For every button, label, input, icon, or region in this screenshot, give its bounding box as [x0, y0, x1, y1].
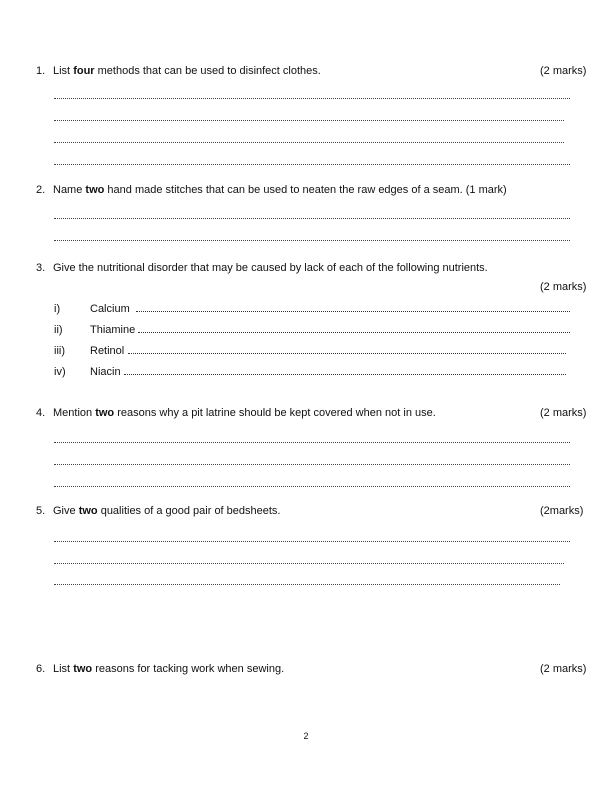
question-text: Give the nutritional disorder that may be caused by lack of each of the following nutrients. — [53, 262, 488, 274]
answer-line[interactable] — [54, 158, 570, 168]
question-text: List two reasons for tacking work when sewing. — [53, 663, 285, 675]
question-2 — [36, 183, 596, 197]
question-number: 3. — [36, 262, 46, 274]
sub-item-retinol: iii) Retinol — [54, 344, 574, 358]
answer-line[interactable] — [54, 212, 570, 222]
question-5 — [36, 504, 584, 518]
question-text: Mention two reasons why a pit latrine should be kept covered when not in use. — [53, 407, 436, 419]
answer-line[interactable] — [54, 136, 564, 146]
question-number: 4. — [36, 407, 46, 419]
answer-line[interactable] — [54, 436, 570, 446]
sub-item-niacin: iv) Niacin — [54, 365, 574, 379]
answer-line[interactable] — [54, 458, 570, 468]
answer-line[interactable] — [54, 578, 560, 588]
answer-line[interactable] — [54, 234, 570, 244]
marks-label: (2marks) — [540, 505, 584, 517]
answer-line[interactable] — [54, 480, 570, 490]
marks-label: (2 marks) — [540, 663, 587, 675]
answer-line[interactable] — [138, 332, 570, 333]
marks-label: (2 marks) — [540, 407, 587, 419]
question-text: List four methods that can be used to disinfect clothes. — [53, 65, 321, 77]
question-6 — [36, 662, 587, 676]
question-text: Name two hand made stitches that can be used to neaten the raw edges of a seam. (1 mark) — [53, 184, 507, 196]
marks-label: (1 mark) — [465, 184, 507, 196]
answer-line[interactable] — [54, 557, 564, 567]
answer-line[interactable] — [124, 374, 566, 375]
question-3 — [36, 261, 596, 294]
answer-line[interactable] — [54, 535, 570, 545]
question-number: 5. — [36, 505, 46, 517]
question-4 — [36, 406, 587, 420]
sub-item-calcium: i) Calcium — [54, 302, 574, 316]
question-number: 1. — [36, 65, 46, 77]
question-number: 2. — [36, 184, 46, 196]
marks-label: (2 marks) — [540, 281, 587, 293]
question-text: Give two qualities of a good pair of bedsheets. — [53, 505, 281, 517]
answer-line[interactable] — [136, 311, 570, 312]
question-number: 6. — [36, 663, 46, 675]
question-1 — [36, 64, 587, 78]
sub-item-thiamine: ii) Thiamine — [54, 323, 574, 337]
marks-label: (2 marks) — [540, 65, 587, 77]
answer-line[interactable] — [54, 114, 564, 124]
answer-line[interactable] — [128, 353, 566, 354]
page-number: 2 — [303, 731, 309, 741]
answer-line[interactable] — [54, 92, 570, 102]
